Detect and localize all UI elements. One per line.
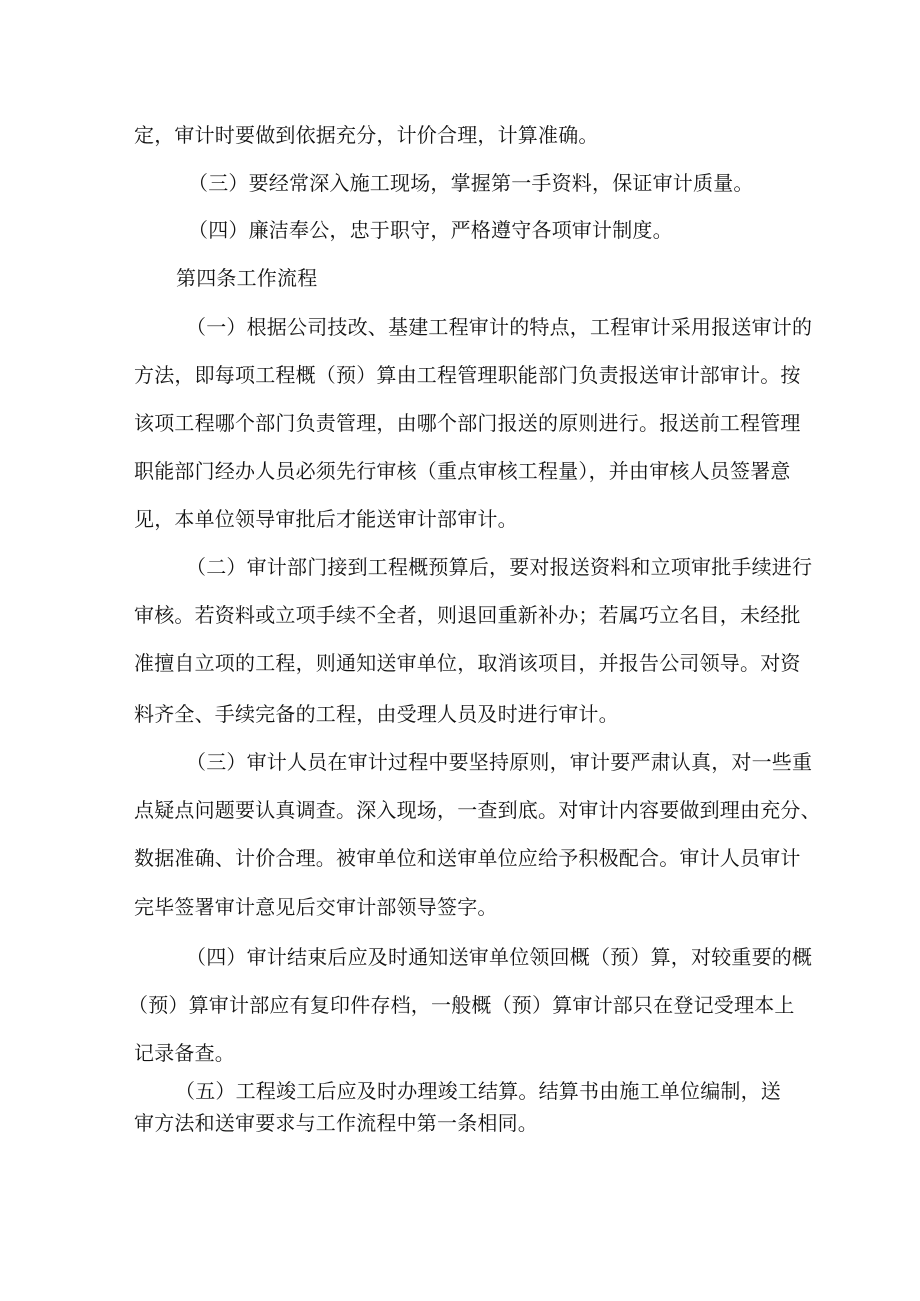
text-line: （二）审计部门接到工程概预算后，要对报送资料和立项审批手续进行 <box>186 555 813 579</box>
text-line: （四）审计结束后应及时通知送审单位领回概（预）算，对较重要的概 <box>186 945 813 969</box>
text-line: （四）廉洁奉公，忠于职守，严格遵守各项审计制度。 <box>188 218 673 242</box>
text-line: 数据准确、计价合理。被审单位和送审单位应给予积极配合。审计人员审计 <box>134 846 801 870</box>
text-line: 记录备查。 <box>134 1041 235 1065</box>
text-line: （一）根据公司技改、基建工程审计的特点，工程审计采用报送审计的 <box>186 315 813 339</box>
text-line: 审方法和送审要求与工作流程中第一条相同。 <box>134 1111 538 1135</box>
text-line: 审核。若资料或立项手续不全者，则退回重新补办；若属巧立名目，未经批 <box>134 603 801 627</box>
text-line: （三）要经常深入施工现场，掌握第一手资料，保证审计质量。 <box>188 171 754 195</box>
text-line: 完毕签署审计意见后交审计部领导签字。 <box>134 895 498 919</box>
text-line: （三）审计人员在审计过程中要坚持原则，审计要严肃认真，对一些重 <box>186 750 813 774</box>
text-line: （五）工程竣工后应及时办理竣工结算。结算书由施工单位编制，送 <box>175 1079 781 1103</box>
text-line: 料齐全、手续完备的工程，由受理人员及时进行审计。 <box>134 702 619 726</box>
text-line: 点疑点问题要认真调查。深入现场，一查到底。对审计内容要做到理由充分、 <box>134 798 821 822</box>
text-line: 方法，即每项工程概（预）算由工程管理职能部门负责报送审计部审计。按 <box>134 363 801 387</box>
text-line: 见，本单位领导审批后才能送审计部审计。 <box>134 507 518 531</box>
text-line: （预）算审计部应有复印件存档，一般概（预）算审计部只在登记受理本上 <box>128 993 795 1017</box>
text-line: 职能部门经办人员必须先行审核（重点审核工程量），并由审核人员签署意 <box>134 459 791 483</box>
section-heading: 第四条工作流程 <box>176 266 318 290</box>
text-line: 准擅自立项的工程，则通知送审单位，取消该项目，并报告公司领导。对资 <box>134 651 801 675</box>
text-line: 该项工程哪个部门负责管理，由哪个部门报送的原则进行。报送前工程管理 <box>134 411 801 435</box>
text-line: 定，审计时要做到依据充分，计价合理，计算准确。 <box>134 123 599 147</box>
